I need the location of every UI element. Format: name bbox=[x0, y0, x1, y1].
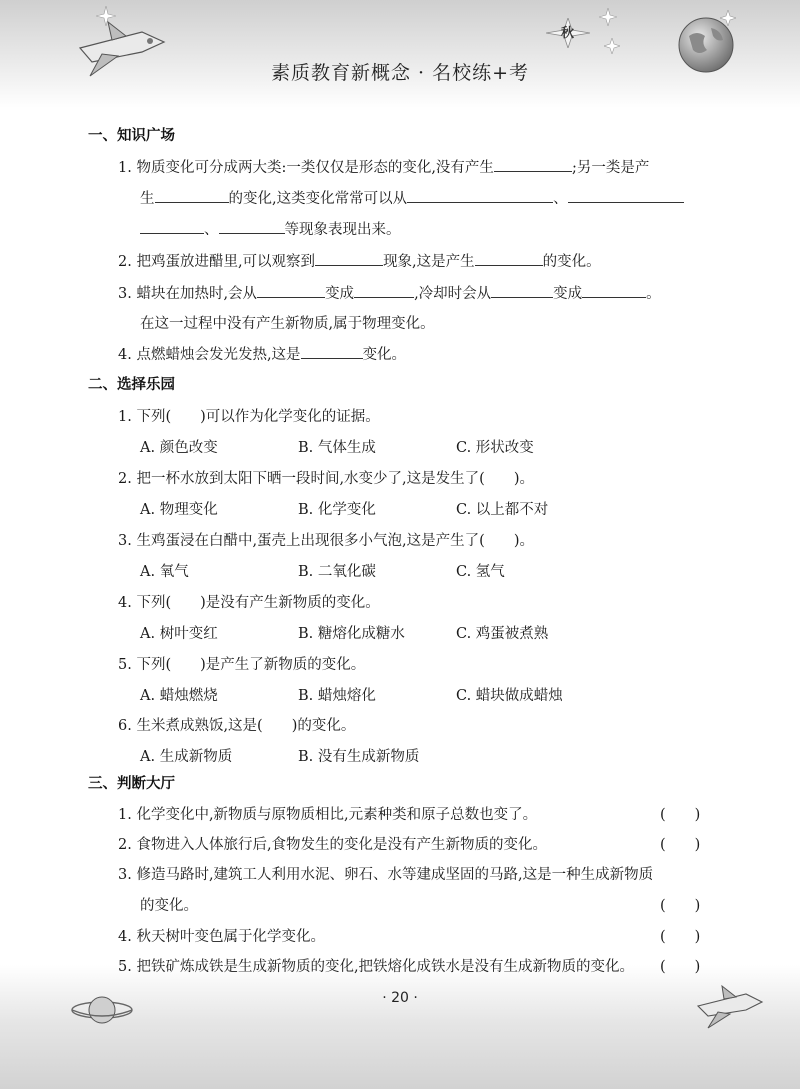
s1-q4-text-a: 4. 点燃蜡烛会发光发热,这是 bbox=[118, 347, 301, 363]
s2-q2-option-c[interactable]: C. 以上都不对 bbox=[456, 502, 549, 518]
s1-q1-line1 bbox=[118, 156, 649, 177]
answer-blank[interactable] bbox=[582, 283, 646, 298]
s1-q1-text-g: 等现象表现出来。 bbox=[284, 222, 401, 238]
s2-q4-option-a[interactable]: A. 树叶变红 bbox=[140, 626, 218, 642]
space-shuttle-icon bbox=[694, 982, 766, 1032]
answer-parentheses[interactable]: ( ) bbox=[660, 929, 701, 945]
star-icon bbox=[599, 8, 617, 26]
answer-parentheses[interactable]: ( ) bbox=[660, 837, 701, 853]
answer-blank[interactable] bbox=[315, 251, 383, 266]
s1-q2 bbox=[118, 250, 601, 271]
answer-blank[interactable] bbox=[475, 251, 543, 266]
section-title-judgement: 三、判断大厅 bbox=[88, 776, 175, 792]
s3-q3-line2: 的变化。 bbox=[140, 898, 198, 914]
s2-q1-option-a[interactable]: A. 颜色改变 bbox=[140, 440, 218, 456]
s1-q1-line2 bbox=[140, 187, 684, 208]
s3-q1: 1. 化学变化中,新物质与原物质相比,元素种类和原子总数也变了。 bbox=[118, 807, 538, 823]
s2-q4-stem: 4. 下列( )是没有产生新物质的变化。 bbox=[118, 595, 380, 611]
s2-q6-option-b[interactable]: B. 没有生成新物质 bbox=[298, 749, 420, 765]
s1-q1-line3 bbox=[140, 218, 401, 239]
s2-q1-option-c[interactable]: C. 形状改变 bbox=[456, 440, 534, 456]
s2-q5-option-c[interactable]: C. 蜡块做成蜡烛 bbox=[456, 688, 563, 704]
answer-parentheses[interactable]: ( ) bbox=[660, 807, 701, 823]
answer-blank[interactable] bbox=[155, 188, 229, 203]
s3-q2: 2. 食物进入人体旅行后,食物发生的变化是没有产生新物质的变化。 bbox=[118, 837, 548, 853]
answer-blank[interactable] bbox=[301, 344, 363, 359]
s2-q1-stem: 1. 下列( )可以作为化学变化的证据。 bbox=[118, 409, 380, 425]
s3-q3-line1: 3. 修造马路时,建筑工人利用水泥、卵石、水等建成坚固的马路,这是一种生成新物质 bbox=[118, 867, 654, 883]
answer-blank[interactable] bbox=[491, 283, 553, 298]
answer-blank[interactable] bbox=[407, 188, 553, 203]
s1-q2-text-a: 2. 把鸡蛋放进醋里,可以观察到 bbox=[118, 254, 316, 270]
s3-q5: 5. 把铁矿炼成铁是生成新物质的变化,把铁熔化成铁水是没有生成新物质的变化。 bbox=[118, 959, 635, 975]
page-number: · 20 · bbox=[382, 990, 418, 1006]
star-icon bbox=[96, 6, 116, 26]
s2-q6-stem: 6. 生米煮成熟饭,这是( )的变化。 bbox=[118, 718, 356, 734]
s1-q3-text-d: 变成 bbox=[553, 286, 583, 302]
s2-q5-stem: 5. 下列( )是产生了新物质的变化。 bbox=[118, 657, 366, 673]
s3-q4: 4. 秋天树叶变色属于化学变化。 bbox=[118, 929, 325, 945]
s2-q2-stem: 2. 把一杯水放到太阳下晒一段时间,水变少了,这是发生了( )。 bbox=[118, 471, 534, 487]
s2-q1-option-b[interactable]: B. 气体生成 bbox=[298, 440, 376, 456]
s1-q4 bbox=[118, 343, 406, 364]
s1-q1-text-d: 的变化,这类变化常常可以从 bbox=[228, 191, 408, 207]
s2-q2-option-a[interactable]: A. 物理变化 bbox=[140, 502, 218, 518]
answer-parentheses[interactable]: ( ) bbox=[660, 959, 701, 975]
s1-q4-text-b: 变化。 bbox=[362, 347, 407, 363]
answer-blank[interactable] bbox=[354, 283, 414, 298]
answer-blank[interactable] bbox=[494, 157, 572, 172]
s2-q5-option-a[interactable]: A. 蜡烛燃烧 bbox=[140, 688, 218, 704]
s2-q4-option-b[interactable]: B. 糖熔化成糖水 bbox=[298, 626, 405, 642]
season-label: 秋 bbox=[561, 26, 575, 41]
answer-parentheses[interactable]: ( ) bbox=[660, 898, 701, 914]
s1-q3-text-b: 变成 bbox=[325, 286, 355, 302]
s2-q2-option-b[interactable]: B. 化学变化 bbox=[298, 502, 376, 518]
answer-blank[interactable] bbox=[219, 219, 285, 234]
s1-q1-text-a: 1. 物质变化可分成两大类:一类仅仅是形态的变化,没有产生 bbox=[118, 160, 494, 176]
answer-blank[interactable] bbox=[568, 188, 684, 203]
section-title-choice: 二、选择乐园 bbox=[88, 377, 175, 393]
planet-icon bbox=[70, 990, 134, 1030]
s2-q6-option-a[interactable]: A. 生成新物质 bbox=[140, 749, 233, 765]
s1-q3-line1 bbox=[118, 282, 661, 303]
s1-q3-line2: 在这一过程中没有产生新物质,属于物理变化。 bbox=[140, 316, 435, 332]
header-title: 素质教育新概念 · 名校练+考 bbox=[270, 62, 530, 84]
s1-q2-text-c: 的变化。 bbox=[542, 254, 601, 270]
s2-q3-option-b[interactable]: B. 二氧化碳 bbox=[298, 564, 376, 580]
s1-q3-text-c: ,冷却时会从 bbox=[414, 286, 492, 302]
s1-q1-text-f: 、 bbox=[204, 222, 219, 238]
star-icon bbox=[720, 10, 736, 26]
s1-q3-text-a: 3. 蜡块在加热时,会从 bbox=[118, 286, 258, 302]
s1-q1-text-c: 生 bbox=[140, 191, 155, 207]
s1-q2-text-b: 现象,这是产生 bbox=[383, 254, 475, 270]
s1-q1-text-e: 、 bbox=[553, 191, 568, 207]
s1-q1-text-b: ;另一类是产 bbox=[571, 160, 650, 176]
s2-q4-option-c[interactable]: C. 鸡蛋被煮熟 bbox=[456, 626, 549, 642]
s1-q3-text-e: 。 bbox=[646, 286, 661, 302]
s2-q3-option-a[interactable]: A. 氧气 bbox=[140, 564, 189, 580]
s2-q3-option-c[interactable]: C. 氢气 bbox=[456, 564, 505, 580]
answer-blank[interactable] bbox=[257, 283, 325, 298]
star-icon bbox=[604, 38, 620, 54]
s2-q3-stem: 3. 生鸡蛋浸在白醋中,蛋壳上出现很多小气泡,这是产生了( )。 bbox=[118, 533, 534, 549]
section-title-knowledge: 一、知识广场 bbox=[88, 128, 175, 144]
answer-blank[interactable] bbox=[140, 219, 204, 234]
s2-q5-option-b[interactable]: B. 蜡烛熔化 bbox=[298, 688, 376, 704]
